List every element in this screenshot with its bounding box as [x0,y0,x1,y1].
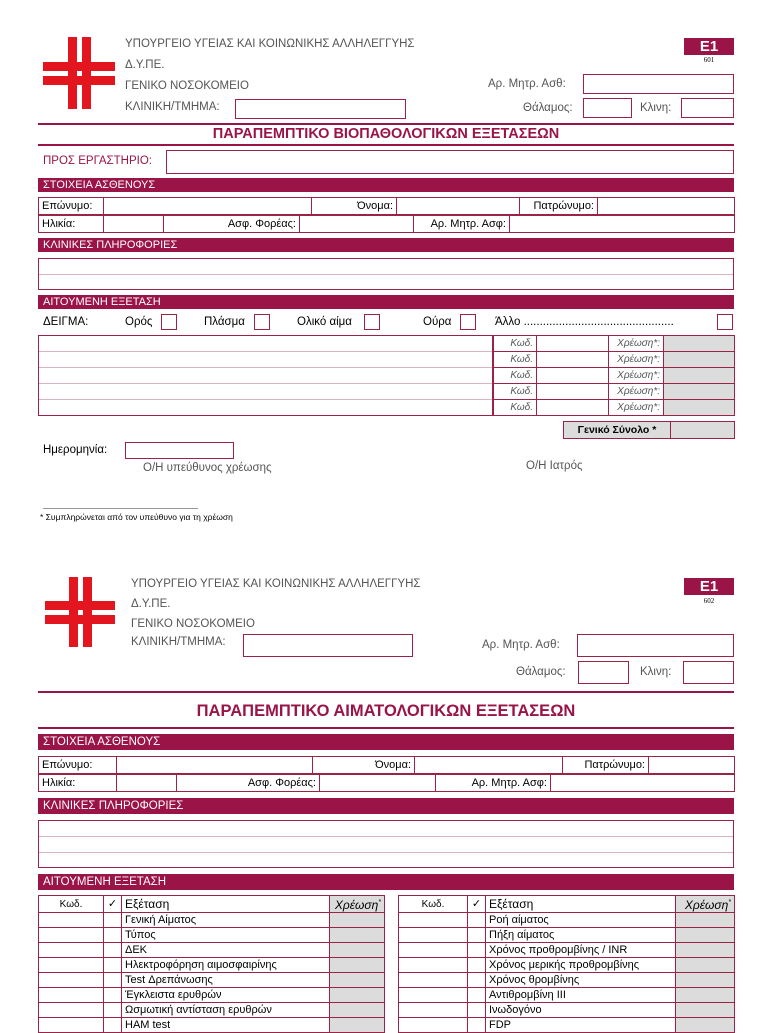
code-field[interactable] [399,943,468,958]
code-label: Κωδ. [494,400,537,416]
age-label: Ηλικία: [39,216,104,233]
date-label: Ημερομηνία: [43,444,108,456]
check-field[interactable] [104,973,122,988]
check-field[interactable] [104,943,122,958]
age-label: Ηλικία: [39,775,117,792]
col-charge-header [676,896,735,913]
clinical-info-field[interactable] [38,258,734,290]
dype-label: Δ.Υ.ΠΕ. [125,59,165,71]
doctor-signature-label: Ο/Η Ιατρός [526,460,583,472]
divider [38,691,734,693]
col-exam-header: Εξέταση [486,896,676,913]
sample-urine-label: Ούρα [423,316,452,328]
check-field[interactable] [104,913,122,928]
code-field[interactable] [39,958,104,973]
insurance-no-label: Αρ. Μητρ. Ασφ: [414,216,510,233]
exam-name: Ωσμωτική αντίσταση ερυθρών [122,1003,330,1018]
sample-urine-checkbox[interactable] [460,314,476,330]
footnote: * Συμπληρώνεται από τον υπεύθυνο για τη χρέωση [40,512,233,522]
form-code-number: 602 [703,597,715,605]
father-field[interactable] [649,757,735,774]
ministry-name: ΥΠΟΥΡΓΕΙΟ ΥΓΕΙΑΣ ΚΑΙ ΚΟΙΝΩΝΙΚΗΣ ΑΛΛΗΛΕΓΓΥΗΣ [131,578,421,590]
code-field[interactable] [537,384,609,400]
charge-label: Χρέωση*: [609,352,664,368]
patient-table [38,756,735,774]
bed-label: Κλινη: [640,666,672,678]
right-exam-table [398,895,735,1033]
check-field[interactable] [468,988,486,1003]
clinical-section-header: ΚΛΙΝΙΚΕΣ ΠΛΗΡΟΦΟΡΙΕΣ [38,238,734,252]
col-check-header: ✓ [104,896,122,913]
col-charge-star: * [728,899,731,906]
ministry-name: ΥΠΟΥΡΓΕΙΟ ΥΓΕΙΑΣ ΚΑΙ ΚΟΙΝΩΝΙΚΗΣ ΑΛΛΗΛΕΓΓΥΗΣ [125,38,415,50]
code-field[interactable] [39,988,104,1003]
code-field[interactable] [537,400,609,416]
clinical-info-field[interactable] [38,820,734,868]
form-title: ΠΑΡΑΠΕΜΠΤΙΚΟ ΒΙΟΠΑΘΟΛΟΓΙΚΩΝ ΕΞΕΤΑΣΕΩΝ [212,126,560,142]
name-label: Όνομα: [313,757,415,774]
charge-field[interactable] [676,988,735,1003]
col-code-header: Κωδ. [39,896,104,913]
charge-field[interactable] [330,1003,385,1018]
exam-code-table [493,335,735,416]
divider [38,123,734,125]
total-field[interactable] [671,422,735,439]
check-field[interactable] [468,1018,486,1033]
exam-name: Ηλεκτροφόρηση αιμοσφαιρίνης [122,958,330,973]
exam-name: Χρόνος θρομβίνης [486,973,676,988]
charge-field[interactable] [330,943,385,958]
exam-name: Ροή αίματος [486,913,676,928]
lab-field[interactable] [166,150,734,174]
charge-label: Χρέωση*: [609,368,664,384]
form-code-badge: Ε1 [684,38,734,55]
divider [38,727,734,729]
check-field[interactable] [468,913,486,928]
surname-label: Επώνυμο: [39,198,104,215]
insurer-label: Ασφ. Φορέας: [177,775,320,792]
code-field[interactable] [39,1018,104,1033]
exam-name: Πήξη αίματος [486,928,676,943]
insurance-no-field[interactable] [551,775,735,792]
patient-reg-label: Αρ. Μητρ. Ασθ: [482,639,560,651]
code-field[interactable] [399,958,468,973]
col-charge-label: Χρέωση [684,898,729,912]
patient-section-header: ΣΤΟΙΧΕΙΑ ΑΣΘΕΝΟΥΣ [38,178,734,192]
ward-label: Θάλαμος: [516,666,566,678]
col-exam-header: Εξέταση [122,896,330,913]
age-field[interactable] [117,775,177,792]
charge-field[interactable] [330,973,385,988]
surname-field[interactable] [117,757,313,774]
charge-field[interactable] [330,928,385,943]
clinic-label: ΚΛΙΝΙΚΗ/ΤΜΗΜΑ: [125,101,220,113]
charge-label: Χρέωση*: [609,400,664,416]
sample-plasma-label: Πλάσμα [204,316,245,328]
ward-field[interactable] [578,661,629,684]
total-table [563,421,735,439]
check-field[interactable] [104,1018,122,1033]
sample-plasma-checkbox[interactable] [254,314,270,330]
code-field[interactable] [39,973,104,988]
left-exam-table [38,895,385,1033]
check-field[interactable] [468,1003,486,1018]
form-code-badge: Ε1 [684,578,734,595]
check-field[interactable] [104,1003,122,1018]
surname-field[interactable] [104,198,312,215]
code-field[interactable] [39,943,104,958]
exam-name: Ινωδογόνο [486,1003,676,1018]
exam-section-header: ΑΙΤΟΥΜΕΝΗ ΕΞΕΤΑΣΗ [38,874,734,890]
sample-label: ΔΕΙΓΜΑ: [43,316,89,328]
check-field[interactable] [468,943,486,958]
code-field[interactable] [399,1003,468,1018]
name-label: Όνομα: [312,198,397,215]
hospital-cross-logo [45,577,115,647]
col-charge-label: Χρέωση [334,898,379,912]
father-field[interactable] [598,198,735,215]
age-field[interactable] [104,216,164,233]
total-label: Γενικό Σύνολο * [564,422,671,439]
exam-description-field[interactable] [38,335,493,416]
sample-serum-checkbox[interactable] [161,314,177,330]
code-label: Κωδ. [494,336,537,352]
patient-table-2 [38,215,735,233]
name-field[interactable] [415,757,563,774]
hospital-cross-logo [43,37,115,109]
code-field[interactable] [399,913,468,928]
check-field[interactable] [104,928,122,943]
charge-field[interactable] [664,336,735,352]
code-label: Κωδ. [494,384,537,400]
exam-name: FDP [486,1018,676,1033]
patient-reg-field[interactable] [577,634,734,657]
charge-field[interactable] [676,1003,735,1018]
responsible-signature-label: Ο/Η υπεύθυνος χρέωσης [143,462,272,474]
insurer-field[interactable] [300,216,414,233]
code-label: Κωδ. [494,352,537,368]
insurer-field[interactable] [320,775,436,792]
charge-field[interactable] [330,913,385,928]
col-charge-star: * [378,899,381,906]
code-field[interactable] [39,1003,104,1018]
bed-label: Κλινη: [640,102,672,114]
clinical-section-header: ΚΛΙΝΙΚΕΣ ΠΛΗΡΟΦΟΡΙΕΣ [38,798,734,814]
date-field[interactable] [125,442,234,459]
exam-name: HAM test [122,1018,330,1033]
dype-label: Δ.Υ.ΠΕ. [131,598,171,610]
code-field[interactable] [537,336,609,352]
hospital-label: ΓΕΝΙΚΟ ΝΟΣΟΚΟΜΕΙΟ [131,618,255,630]
surname-label: Επώνυμο: [39,757,117,774]
sample-blood-label: Ολικό αίμα [297,316,352,328]
ward-field[interactable] [583,98,632,118]
lab-label: ΠΡΟΣ ΕΡΓΑΣΤΗΡΙΟ: [43,155,152,167]
code-field[interactable] [399,928,468,943]
father-label: Πατρώνυμο: [520,198,598,215]
divider [38,144,734,146]
sample-serum-label: Ορός [125,316,153,328]
charge-field[interactable] [676,1018,735,1033]
charge-field[interactable] [676,913,735,928]
name-field[interactable] [397,198,520,215]
exam-section-header: ΑΙΤΟΥΜΕΝΗ ΕΞΕΤΑΣΗ [38,295,734,309]
sample-other-checkbox[interactable] [717,314,733,330]
sample-other-label: Άλλο ............................................... [495,316,674,328]
charge-field[interactable] [676,973,735,988]
clinic-field[interactable] [243,634,413,657]
hospital-label: ΓΕΝΙΚΟ ΝΟΣΟΚΟΜΕΙΟ [125,80,249,92]
code-label: Κωδ. [494,368,537,384]
footnote-rule [43,508,198,509]
col-code-header: Κωδ. [399,896,468,913]
charge-field[interactable] [664,400,735,416]
charge-label: Χρέωση*: [609,336,664,352]
clinic-field[interactable] [235,99,406,119]
charge-field[interactable] [676,958,735,973]
code-field[interactable] [399,988,468,1003]
col-charge-header [330,896,385,913]
code-field[interactable] [399,973,468,988]
clinic-label: ΚΛΙΝΙΚΗ/ΤΜΗΜΑ: [131,636,226,648]
patient-reg-label: Αρ. Μητρ. Ασθ: [488,78,566,90]
ward-label: Θάλαμος: [523,102,573,114]
father-label: Πατρώνυμο: [563,757,649,774]
charge-label: Χρέωση*: [609,384,664,400]
patient-section-header: ΣΤΟΙΧΕΙΑ ΑΣΘΕΝΟΥΣ [38,734,734,750]
exam-name: Χρόνος προθρομβίνης / INR [486,943,676,958]
exam-name: Χρόνος μερικής προθρομβίνης [486,958,676,973]
bed-field[interactable] [683,661,734,684]
form-code-number: 601 [703,56,715,64]
insurance-no-field[interactable] [510,216,735,233]
exam-name: ΔΕΚ [122,943,330,958]
code-field[interactable] [399,1018,468,1033]
charge-field[interactable] [330,988,385,1003]
col-check-header: ✓ [468,896,486,913]
exam-name: Γενική Αίματος [122,913,330,928]
form-title: ΠΑΡΑΠΕΜΠΤΙΚΟ ΑΙΜΑΤΟΛΟΓΙΚΩΝ ΕΞΕΤΑΣΕΩΝ [196,702,576,720]
check-field[interactable] [104,988,122,1003]
patient-table-2 [38,774,735,792]
sample-blood-checkbox[interactable] [364,314,380,330]
code-field[interactable] [537,368,609,384]
exam-name: Αντιθρομβίνη ΙΙΙ [486,988,676,1003]
code-field[interactable] [537,352,609,368]
check-field[interactable] [468,928,486,943]
check-field[interactable] [468,973,486,988]
insurance-no-label: Αρ. Μητρ. Ασφ: [436,775,551,792]
exam-name: Έγκλειστα ερυθρών [122,988,330,1003]
insurer-label: Ασφ. Φορέας: [164,216,300,233]
patient-table [38,197,735,215]
patient-reg-field[interactable] [583,74,734,94]
charge-field[interactable] [664,352,735,368]
check-field[interactable] [468,958,486,973]
charge-field[interactable] [330,958,385,973]
charge-field[interactable] [330,1018,385,1033]
charge-field[interactable] [664,368,735,384]
code-field[interactable] [39,913,104,928]
exam-name: Test Δρεπάνωσης [122,973,330,988]
exam-name: Τύπος [122,928,330,943]
charge-field[interactable] [676,928,735,943]
charge-field[interactable] [664,384,735,400]
code-field[interactable] [39,928,104,943]
bed-field[interactable] [681,98,734,118]
charge-field[interactable] [676,943,735,958]
check-field[interactable] [104,958,122,973]
